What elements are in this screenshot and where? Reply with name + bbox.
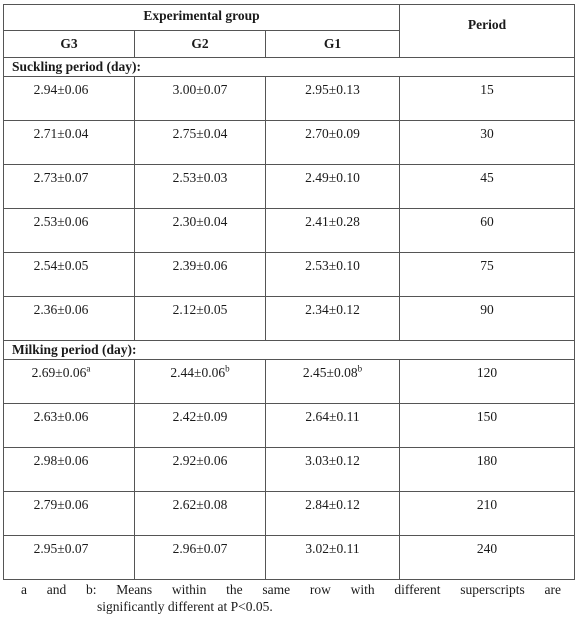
g1-value-text: 2.95±0.13: [305, 82, 360, 97]
g2-superscript: b: [225, 363, 230, 374]
g1-value-text: 3.02±0.11: [305, 541, 360, 556]
period-value-text: 30: [480, 126, 494, 141]
period-value: [480, 126, 494, 142]
g3-value: [34, 409, 89, 425]
g2-value: [173, 541, 228, 557]
g1-value: [303, 365, 362, 381]
g1-value: [305, 409, 359, 425]
g1-value: [305, 453, 360, 469]
g2-value-text: 2.12±0.05: [172, 302, 228, 317]
period-value-text: 75: [480, 258, 494, 273]
g2-value-text: 3.00±0.07: [172, 82, 228, 97]
g2-cell: [135, 165, 266, 209]
g3-value-text: 2.36±0.06: [33, 302, 89, 317]
table-row: [4, 121, 575, 165]
g3-value: [34, 497, 89, 513]
section-title: Suckling period (day):: [4, 58, 575, 77]
g1-cell: [266, 121, 400, 165]
g3-cell: [4, 492, 135, 536]
table-row: [4, 209, 575, 253]
g2-value-text: 2.53±0.03: [172, 170, 228, 185]
g2-header: G2: [135, 31, 266, 58]
g1-cell: [266, 297, 400, 341]
period-value-text: 45: [480, 170, 494, 185]
g2-value: [173, 214, 228, 230]
g2-value-text: 2.39±0.06: [172, 258, 228, 273]
g1-value: [305, 541, 359, 557]
period-value-text: 240: [476, 541, 498, 556]
g1-value-text: 2.34±0.12: [305, 302, 360, 317]
g3-value: [34, 82, 89, 98]
period-cell: [400, 77, 575, 121]
period-cell: [400, 360, 575, 404]
period-cell: [400, 404, 575, 448]
g1-cell: [266, 448, 400, 492]
g2-value: [173, 82, 228, 98]
table-row: [4, 297, 575, 341]
period-value: [477, 409, 497, 425]
g3-superscript: a: [86, 363, 91, 374]
g3-value-text: 2.54±0.05: [33, 258, 89, 273]
g1-header: G1: [266, 31, 400, 58]
footnote: [21, 581, 561, 615]
g2-cell: [135, 77, 266, 121]
g1-value: [305, 170, 360, 186]
period-value-text: 90: [480, 302, 494, 317]
g3-value-text: 2.69±0.06: [31, 365, 87, 380]
g2-cell: [135, 297, 266, 341]
table-row: [4, 165, 575, 209]
g1-value-text: 2.41±0.28: [305, 214, 360, 229]
period-value-text: 180: [476, 453, 498, 468]
table-row: [4, 536, 575, 580]
section-header-row: [4, 58, 575, 77]
period-value-text: 60: [480, 214, 494, 229]
g1-value-text: 2.53±0.10: [305, 258, 360, 273]
g3-value: [34, 126, 89, 142]
period-value-text: 210: [476, 497, 498, 512]
footnote-line-2: significantly different at P<0.05.: [97, 599, 273, 614]
period-value: [480, 214, 494, 230]
g1-value-text: 2.64±0.11: [305, 409, 360, 424]
g3-value: [32, 365, 91, 381]
g3-cell: [4, 360, 135, 404]
table-row: [4, 360, 575, 404]
g3-value: [34, 170, 89, 186]
g3-value-text: 2.71±0.04: [33, 126, 89, 141]
g3-cell: [4, 448, 135, 492]
table-row: [4, 77, 575, 121]
period-cell: [400, 121, 575, 165]
g1-value-text: 2.84±0.12: [305, 497, 360, 512]
table-row: [4, 253, 575, 297]
g2-value: [173, 126, 228, 142]
g3-value: [34, 453, 89, 469]
table-row: [4, 404, 575, 448]
g1-value-text: 2.45±0.08: [302, 365, 358, 380]
table-row: [4, 448, 575, 492]
g3-value: [34, 541, 89, 557]
g3-value-text: 2.94±0.06: [33, 82, 89, 97]
g1-value: [305, 126, 360, 142]
g3-cell: [4, 253, 135, 297]
g1-value: [305, 82, 360, 98]
g2-value: [173, 302, 228, 318]
period-value-text: 15: [480, 82, 494, 97]
g1-value-text: 3.03±0.12: [305, 453, 360, 468]
period-header: Period: [400, 5, 575, 58]
g2-value-text: 2.92±0.06: [172, 453, 228, 468]
g1-cell: [266, 536, 400, 580]
g3-cell: [4, 404, 135, 448]
g2-cell: [135, 492, 266, 536]
g1-value: [305, 214, 360, 230]
period-cell: [400, 536, 575, 580]
g1-cell: [266, 77, 400, 121]
g3-cell: [4, 121, 135, 165]
period-value: [477, 365, 497, 381]
g2-cell: [135, 253, 266, 297]
period-value: [480, 170, 494, 186]
period-cell: [400, 492, 575, 536]
g3-cell: [4, 77, 135, 121]
g2-value: [173, 170, 228, 186]
period-cell: [400, 297, 575, 341]
g3-cell: [4, 297, 135, 341]
period-value: [480, 82, 494, 98]
g1-superscript: b: [357, 363, 363, 374]
g1-cell: [266, 404, 400, 448]
g1-cell: [266, 253, 400, 297]
g2-value-text: 2.62±0.08: [172, 497, 228, 512]
g2-cell: [135, 121, 266, 165]
g3-header: G3: [4, 31, 135, 58]
g1-cell: [266, 360, 400, 404]
g1-value: [305, 302, 360, 318]
section-header-row: [4, 341, 575, 360]
g1-value-text: 2.70±0.09: [305, 126, 360, 141]
table-row: [4, 492, 575, 536]
g2-value: [170, 365, 229, 381]
g2-cell: [135, 404, 266, 448]
g3-value: [34, 258, 89, 274]
period-value-text: 120: [476, 365, 498, 380]
period-cell: [400, 253, 575, 297]
g1-value: [305, 258, 360, 274]
g2-value-text: 2.75±0.04: [172, 126, 228, 141]
g3-value: [34, 302, 89, 318]
g1-value-text: 2.49±0.10: [305, 170, 360, 185]
g2-value: [173, 453, 228, 469]
g1-value: [305, 497, 360, 513]
g3-value-text: 2.95±0.07: [33, 541, 89, 556]
section-title: Milking period (day):: [4, 341, 575, 360]
g3-cell: [4, 209, 135, 253]
g2-value-text: 2.96±0.07: [172, 541, 228, 556]
period-value: [477, 541, 497, 557]
g2-value-text: 2.30±0.04: [172, 214, 228, 229]
g2-cell: [135, 536, 266, 580]
period-value-text: 150: [476, 409, 498, 424]
period-cell: [400, 448, 575, 492]
g2-cell: [135, 448, 266, 492]
g3-value-text: 2.63±0.06: [33, 409, 89, 424]
data-table: [3, 4, 575, 580]
g3-cell: [4, 536, 135, 580]
g2-value: [173, 497, 228, 513]
g2-cell: [135, 209, 266, 253]
g3-value-text: 2.73±0.07: [33, 170, 89, 185]
g2-value: [173, 258, 228, 274]
footnote-line-1: a and b: Means within the same row with different superscripts are: [21, 582, 561, 597]
header-row-1: [4, 5, 575, 31]
g2-cell: [135, 360, 266, 404]
period-value: [477, 453, 497, 469]
g2-value-text: 2.42±0.09: [172, 409, 228, 424]
g3-value: [34, 214, 89, 230]
experimental-group-header: Experimental group: [4, 5, 400, 31]
period-value: [480, 302, 494, 318]
g3-value-text: 2.53±0.06: [33, 214, 89, 229]
g1-cell: [266, 165, 400, 209]
g1-cell: [266, 209, 400, 253]
g3-value-text: 2.79±0.06: [33, 497, 89, 512]
period-value: [480, 258, 494, 274]
period-cell: [400, 209, 575, 253]
g2-value-text: 2.44±0.06: [170, 365, 226, 380]
g1-cell: [266, 492, 400, 536]
g3-value-text: 2.98±0.06: [33, 453, 89, 468]
g2-value: [173, 409, 228, 425]
g3-cell: [4, 165, 135, 209]
period-cell: [400, 165, 575, 209]
period-value: [477, 497, 497, 513]
